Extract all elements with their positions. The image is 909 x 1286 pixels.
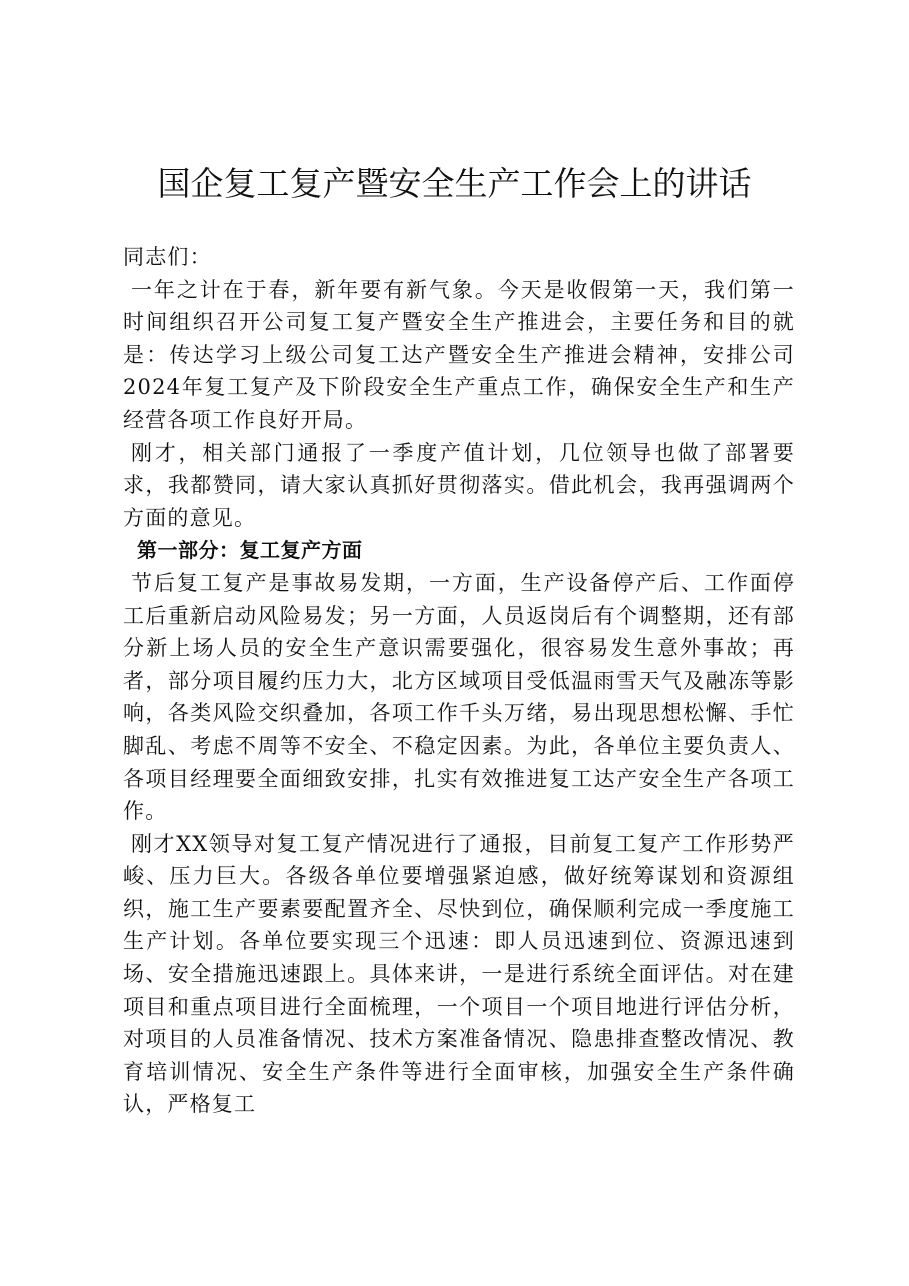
document-body [123,241,795,1121]
paragraph: 刚才，相关部门通报了一季度产值计划，几位领导也做了部署要求，我都赞同，请大家认真抓好贯彻落实。借此机会，我再强调两个方面的意见。 [123,440,795,530]
paragraph: 刚才XX领导对复工复产情况进行了通报，目前复工复产工作形势严峻、压力巨大。各级各单位要增强紧迫感，做好统筹谋划和资源组织，施工生产要素要配置齐全、尽快到位，确保顺利完成一季度施工生产计划。各单位要实现三个迅速：即人员迅速到位、资源迅速到场、安全措施迅速跟上。具体来讲，一是进行系统全面评估。对在建项目和重点项目进行全面梳理，一个项目一个项目地进行评估分析，对项目的人员准备情况、技术方案准备情况、隐患排查整改情况、教育培训情况、安全生产条件等进行全面审核，加强安全生产条件确认，严格复工 [123,831,795,1117]
paragraph: 节后复工复产是事故易发期，一方面，生产设备停产后、工作面停工后重新启动风险易发；另一方面，人员返岗后有个调整期，还有部分新上场人员的安全生产意识需要强化，很容易发生意外事故；再者，部分项目履约压力大，北方区域项目受低温雨雪天气及融冻等影响，各类风险交织叠加，各项工作千头万绪，易出现思想松懈、手忙脚乱、考虑不周等不安全、不稳定因素。为此，各单位主要负责人、各项目经理要全面细致安排，扎实有效推进复工达产安全生产各项工作。 [123,570,795,824]
paragraph: 一年之计在于春，新年要有新气象。今天是收假第一天，我们第一时间组织召开公司复工复产暨安全生产推进会，主要任务和目的就是：传达学习上级公司复工达产暨安全生产推进会精神，安排公司2024年复工复产及下阶段安全生产重点工作，确保安全生产和生产经营各项工作良好开局。 [123,277,795,432]
document-title: 国企复工复产暨安全生产工作会上的讲话 [157,164,752,203]
salutation: 同志们： [123,245,212,269]
section-heading: 第一部分：复工复产方面 [137,538,363,563]
